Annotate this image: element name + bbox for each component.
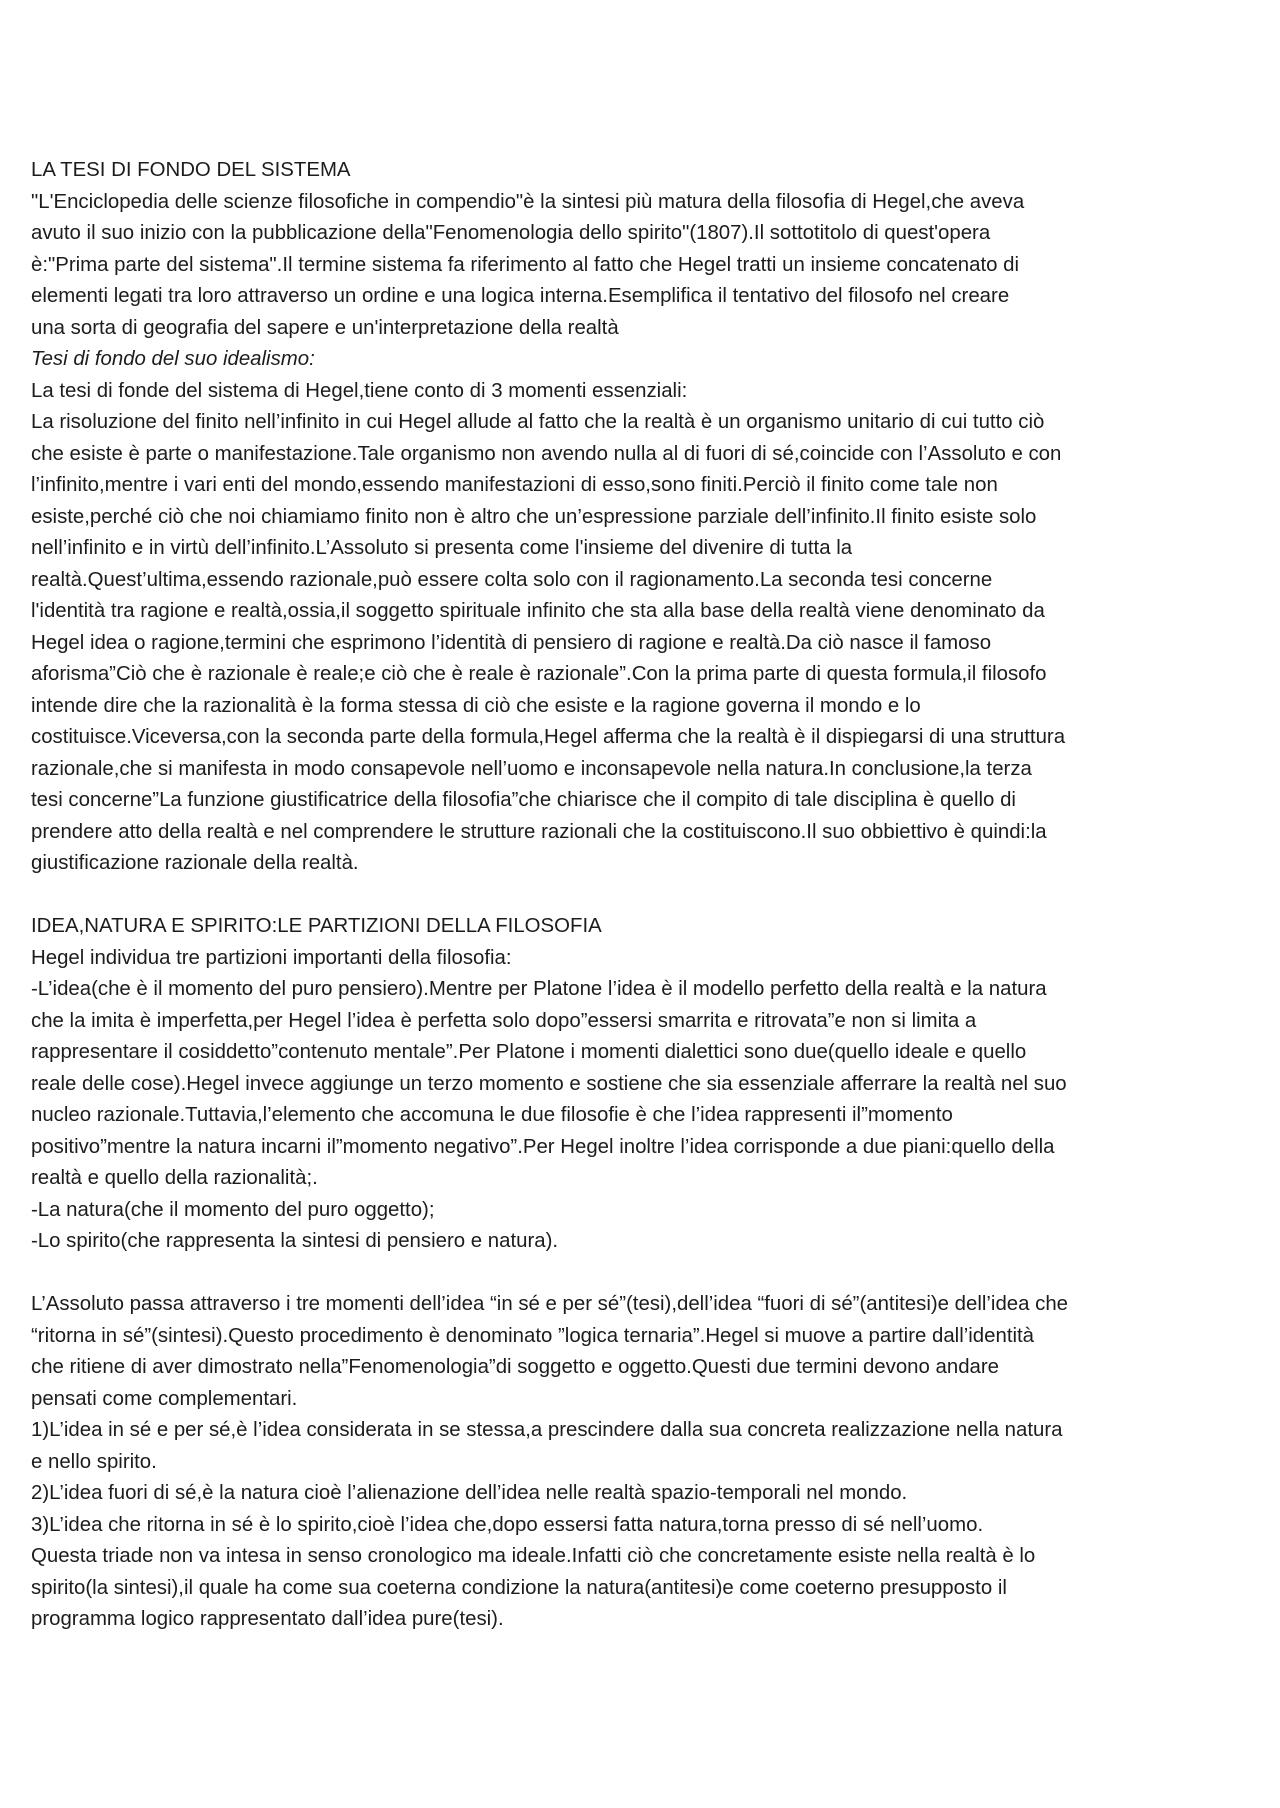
paragraph-line: aforisma”Ciò che è razionale è reale;e ciò che è reale è razionale”.Con la prima parte di questa formula,il filosofo <box>31 663 1047 685</box>
paragraph-line: -La natura(che il momento del puro oggetto); <box>31 1198 435 1221</box>
list-item: 3)L’idea che ritorna in sé è lo spirito,cioè l’idea che,dopo essersi fatta natura,torna presso di sé nell’uomo. <box>31 1513 984 1536</box>
list-item: 2)L’idea fuori di sé,è la natura cioè l’alienazione dell’idea nelle realtà spazio-temporali nel mondo. <box>31 1482 908 1504</box>
paragraph-line: La risoluzione del finito nell’infinito in cui Hegel allude al fatto che la realtà è un organismo unitario di cui tutto ciò <box>31 411 1045 433</box>
paragraph-line: realtà e quello della razionalità;. <box>31 1167 318 1189</box>
list-item: e nello spirito. <box>31 1450 157 1473</box>
paragraph-line: una sorta di geografia del sapere e un'interpretazione della realtà <box>31 316 619 339</box>
paragraph-line: razionale,che si manifesta in modo consapevole nell’uomo e inconsapevole nella natura.In conclusione,la terza <box>31 757 1032 780</box>
paragraph-line: costituisce.Viceversa,con la seconda parte della formula,Hegel afferma che la realtà è il dispiegarsi di una struttura <box>31 726 1066 748</box>
paragraph-line: elementi legati tra loro attraverso un ordine e una logica interna.Esemplifica il tentativo del filosofo nel creare <box>31 285 1010 307</box>
paragraph-line: che ritiene di aver dimostrato nella”Fenomenologia”di soggetto e oggetto.Questi due termini devono andare <box>31 1356 1000 1378</box>
paragraph-line: Hegel individua tre partizioni importanti della filosofia: <box>31 946 512 969</box>
paragraph-line: -Lo spirito(che rappresenta la sintesi di pensiero e natura). <box>31 1230 559 1252</box>
paragraph-line: realtà.Quest’ultima,essendo razionale,può essere colta solo con il ragionamento.La seconda tesi concerne <box>31 568 993 591</box>
paragraph-line: Hegel idea o ragione,termini che esprimono l’identità di pensiero di ragione e realtà.Da ciò nasce il famoso <box>31 631 992 654</box>
paragraph-line: La tesi di fonde del sistema di Hegel,tiene conto di 3 momenti essenziali: <box>31 379 688 402</box>
paragraph-line: che la imita è imperfetta,per Hegel l’idea è perfetta solo dopo”essersi smarrita e ritrovata”e non si limita a <box>31 1009 977 1032</box>
paragraph-line: l’infinito,mentre i vari enti del mondo,essendo manifestazioni di esso,sono finiti.Perciò il finito come tale non <box>31 474 998 496</box>
paragraph-spacer <box>31 1258 1251 1290</box>
document-page <box>31 155 1251 1636</box>
subheading-tesi-idealismo: Tesi di fondo del suo idealismo: <box>31 348 315 370</box>
paragraph-line: “ritorna in sé”(sintesi).Questo procedimento è denominato ”logica ternaria”.Hegel si muove a partire dall’identità <box>31 1324 1035 1347</box>
paragraph-line: pensati come complementari. <box>31 1387 298 1410</box>
paragraph-line: spirito(la sintesi),il quale ha come sua coeterna condizione la natura(antitesi)e come coeterno presupposto il <box>31 1576 1007 1599</box>
paragraph-spacer <box>31 880 1251 912</box>
paragraph-line: intende dire che la razionalità è la forma stessa di ciò che esiste e la ragione governa il mondo e lo <box>31 694 921 717</box>
paragraph-line: nucleo razionale.Tuttavia,l’elemento che accomuna le due filosofie è che l’idea rappresenti il”momento <box>31 1104 953 1126</box>
list-item: 1)L’idea in sé e per sé,è l’idea considerata in se stessa,a prescindere dalla sua concreta realizzazione nella natura <box>31 1419 1063 1441</box>
paragraph-line: nell’infinito e in virtù dell’infinito.L’Assoluto si presenta come l'insieme del divenire di tutta la <box>31 537 853 559</box>
paragraph-line: che esiste è parte o manifestazione.Tale organismo non avendo nulla al di fuori di sé,coincide con l’Assoluto e con <box>31 442 1062 465</box>
paragraph-line: L’Assoluto passa attraverso i tre momenti dell’idea “in sé e per sé”(tesi),dell’idea “fuori di sé”(antitesi)e dell’idea che <box>31 1293 1069 1315</box>
paragraph-line: prendere atto della realtà e nel comprendere le strutture razionali che la costituiscono.Il suo obbiettivo è quindi:la <box>31 820 1047 843</box>
paragraph-line: reale delle cose).Hegel invece aggiunge un terzo momento e sostiene che sia essenziale afferrare la realtà nel suo <box>31 1072 1067 1095</box>
paragraph-line: positivo”mentre la natura incarni il”momento negativo”.Per Hegel inoltre l’idea corrisponde a due piani:quello della <box>31 1135 1055 1158</box>
paragraph-line: "L'Enciclopedia delle scienze filosofiche in compendio"è la sintesi più matura della filosofia di Hegel,che aveva <box>31 190 1025 213</box>
paragraph-line: esiste,perché ciò che noi chiamiamo finito non è altro che un’espressione parziale dell’infinito.Il finito esiste solo <box>31 505 1037 528</box>
paragraph-line: avuto il suo inizio con la pubblicazione della"Fenomenologia dello spirito"(1807).Il sottotitolo di quest'opera <box>31 222 991 244</box>
paragraph-line: giustificazione razionale della realtà. <box>31 852 359 874</box>
paragraph-line: programma logico rappresentato dall’idea pure(tesi). <box>31 1608 504 1630</box>
section-heading-partizioni: IDEA,NATURA E SPIRITO:LE PARTIZIONI DELLA FILOSOFIA <box>31 915 602 937</box>
paragraph-line: Questa triade non va intesa in senso cronologico ma ideale.Infatti ciò che concretamente esiste nella realtà è lo <box>31 1545 1036 1567</box>
paragraph-line: rappresentare il cosiddetto”contenuto mentale”.Per Platone i momenti dialettici sono due(quello ideale e quello <box>31 1041 1027 1063</box>
paragraph-line: -L’idea(che è il momento del puro pensiero).Mentre per Platone l’idea è il modello perfetto della realtà e la natura <box>31 978 1047 1000</box>
paragraph-line: è:"Prima parte del sistema".Il termine sistema fa riferimento al fatto che Hegel tratti un insieme concatenato di <box>31 253 1020 276</box>
paragraph-line: tesi concerne”La funzione giustificatrice della filosofia”che chiarisce che il compito di tale disciplina è quello di <box>31 789 1016 811</box>
paragraph-line: l'identità tra ragione e realtà,ossia,il soggetto spirituale infinito che sta alla base della realtà viene denominato da <box>31 600 1045 622</box>
section-heading-tesi-di-fondo: LA TESI DI FONDO DEL SISTEMA <box>31 159 351 181</box>
